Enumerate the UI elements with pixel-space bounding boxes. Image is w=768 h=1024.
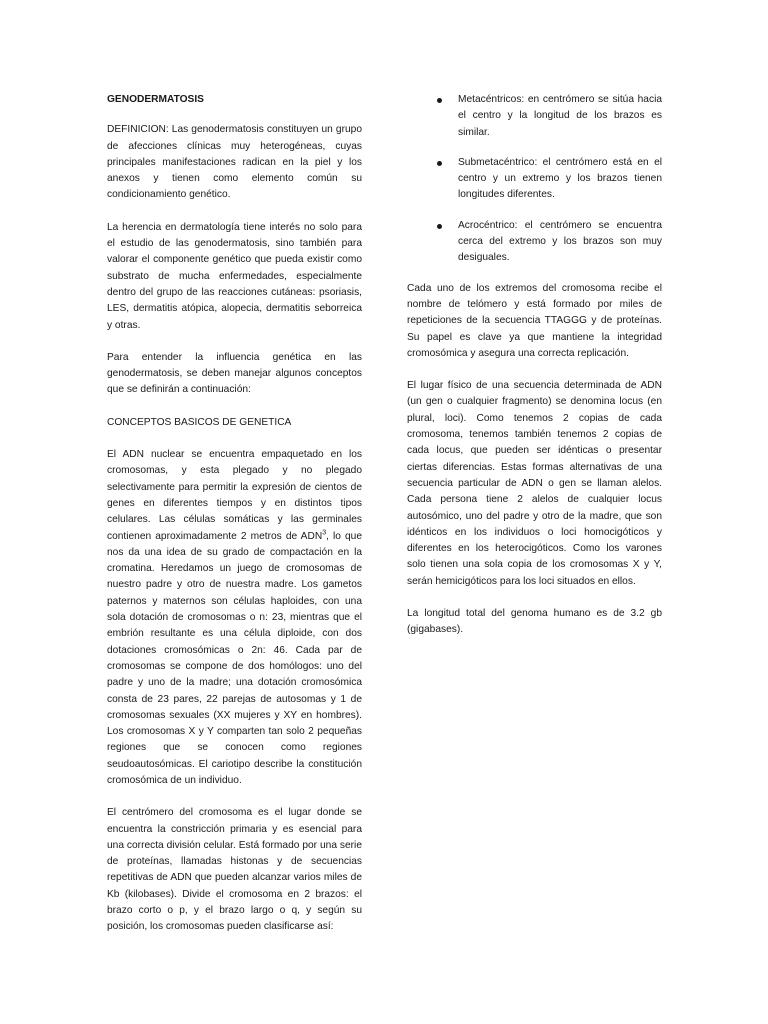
right-column (407, 92, 662, 655)
list-item-text: Acrocéntrico: el centrómero se encuentra cerca del extremo y los brazos son muy desiguales. (458, 219, 662, 264)
telomere-paragraph: Cada uno de los extremos del cromosoma recibe el nombre de telómero y está formado por miles de repeticiones de la secuencia TTAGGG y de proteínas. Su papel es clave ya que mantiene la integridad cromosómica y asegura una correcta replicación. (407, 282, 662, 359)
bullet-icon (437, 224, 442, 229)
dna-text-a: El ADN nuclear se encuentra empaquetado en los cromosomas, y esta plegado y no plegado selectivamente para permitir la expresión de cientos de genes en diferentes tiempos y en distintos tipos celulares. Las células somáticas y las germinales contienen aproximadamente 2 metros de ADN (107, 449, 362, 542)
bullet-icon (437, 161, 442, 166)
heredity-paragraph: La herencia en dermatología tiene interés no solo para el estudio de las genodermatosis, sino también para valorar el componente genético que pueda existir como substrato de mucha enfermedades, especialmente dentro del grupo de las reacciones cutáneas: psoriasis, LES, dermatitis atópica, alopecia, dermatitis seborreica y otras. (107, 221, 362, 331)
list-item (407, 218, 662, 267)
dna-paragraph (107, 447, 362, 789)
definition-paragraph: DEFINICION: Las genodermatosis constituyen un grupo de afecciones clínicas muy heterogéneas, cuyas principales manifestaciones radican en la piel y los anexos y tienen como elemento común su condicionamiento genético. (107, 124, 362, 201)
locus-paragraph: El lugar físico de una secuencia determinada de ADN (un gen o cualquier fragmento) se denomina locus (en plural, loci). Como tenemos 2 copias de cada cromosoma, tenemos también tenemos 2 copias de cada locus, que pueden ser idénticas o presentar ciertas diferencias. Estas formas alternativas de una secuencia particular de ADN o gen se llaman alelos. Cada persona tiene 2 alelos de cualquier locus autosómico, uno del padre y otro de la madre, que son idénticos en los individuos o loci homocigóticos y diferentes en los heterocigóticos. Como los varones solo tienen una sola copia de los cromosomas X y Y, serán hemicigóticos para los loci situados en ellos. (407, 380, 662, 587)
chromosome-types-list (407, 92, 662, 267)
centromere-paragraph: El centrómero del cromosoma es el lugar donde se encuentra la constricción primaria y es esencial para una correcta división celular. Está formado por una serie de proteínas, llamadas histonas y de secuencias repetitivas de ADN que pueden alcanzar varios miles de Kb (kilobases). Divide el cromosoma en 2 brazos: el brazo corto o p, y el brazo largo o q, y según su posición, los cromosomas pueden clasificarse así: (107, 807, 362, 933)
list-item-text: Metacéntricos: en centrómero se sitúa hacia el centro y la longitud de los brazos es similar. (458, 94, 662, 138)
dna-text-b: , lo que nos da una idea de su grado de compactación en la cromatina. Heredamos un juego de cromosomas de nuestro padre y otro de nuestra madre. Los gametos paternos y maternos son células haploides, con una sola dotación de cromosomas o n: 23, mientras que el embrión resultante es una célula diploide, con dos dotaciones cromosómicas o 2n: 46. Cada par de cromosomas se compone de dos homólogos: uno del padre y uno de la madre; una dotación cromosómica consta de 23 pares, 22 parejas de autosomas y 1 de cromosomas sexuales (XX mujeres y XY en hombres). Los cromosomas X y Y comparten tan solo 2 pequeñas regiones que se conocen como regiones seudoautosómicas. El cariotipo describe la constitución cromosómica de un individuo. (107, 530, 362, 786)
list-item (407, 155, 662, 204)
list-item-text: Submetacéntrico: el centrómero está en el centro y un extremo y los brazos tienen longitudes diferentes. (458, 156, 662, 201)
footnote-ref: 3 (322, 529, 327, 537)
intro-concepts-paragraph: Para entender la influencia genética en las genodermatosis, se deben manejar algunos conceptos que se definirán a continuación: (107, 351, 362, 396)
bullet-icon (437, 98, 442, 103)
left-column (107, 92, 362, 952)
genome-length-paragraph: La longitud total del genoma humano es de 3.2 gb (gigabases). (407, 608, 662, 636)
document-title: GENODERMATOSIS (107, 94, 204, 105)
list-item (407, 92, 662, 141)
section-heading: CONCEPTOS BASICOS DE GENETICA (107, 416, 292, 428)
